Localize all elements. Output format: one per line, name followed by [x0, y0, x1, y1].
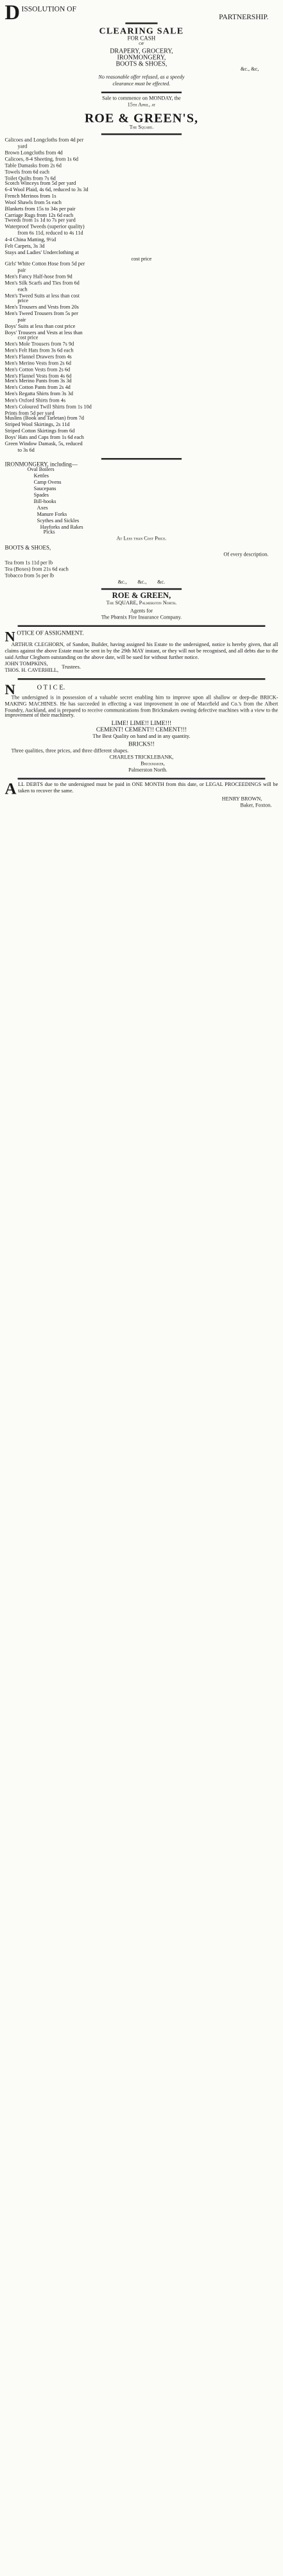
footer-agents: Agents for [130, 608, 153, 615]
price-line: Men's Fancy Half-hose from 9d [4, 273, 73, 280]
price-line: Men's Flannel Vests from 4s 6d [4, 371, 72, 379]
iron-item: Hayforks and Rakes [40, 523, 83, 530]
price-line: Men's Flannel Drawers from 4s [4, 354, 72, 361]
clearing-notice2: clearance must be effected. [112, 80, 171, 87]
price-line: Tea (Boxes) from 21s 6d each [4, 565, 69, 572]
debts-dropcap: A [4, 780, 17, 798]
iron-item: Scythes and Sickles [37, 516, 80, 524]
quality-line: The Best Quality on hand and in any quantity. [92, 733, 191, 740]
clearing-goods2: IRONMONGERY, [117, 53, 166, 62]
price-line: Men's Coloured Twill Shirts from 1s 10d [4, 403, 92, 410]
divider [101, 457, 182, 459]
notice-body: The undersigned is in possession of a valuable secret enabling him to improve upon all shallow or deep-die BRICK-MAKING MACHINES. He has succeeded in effecting a vast improvement in one of Macefield and Co.'s from the Albert Foundry, Auckland, and is prepared to receive communications from Brickmakers owning defective machines with a view to the improvement of their machinery. [4, 694, 279, 719]
price-line: Brown Longcloths from 4d [4, 149, 63, 157]
price-line: Scotch Winceys from 5d per yard [4, 180, 76, 187]
boots-section [5, 546, 279, 559]
clearing-of: OF [139, 42, 144, 47]
clearing-for-cash: FOR CASH [127, 34, 156, 41]
price-line: Men's Cotton Vests from 2s 6d [4, 366, 71, 373]
price-line: Men's Mole Trousers from 7s 9d [4, 341, 74, 348]
bricks-line: BRICKS!! [128, 740, 155, 747]
notice-dropcap: N [4, 681, 15, 697]
price-line: Boys' Suits at less than cost price [4, 322, 76, 329]
advert-column [0, 0, 283, 809]
price-line: Prints from 5d per yard [4, 409, 55, 416]
price-line: Men's Cotton Pants from 2s 4d [4, 384, 71, 391]
price-line: yard [17, 143, 28, 150]
price-line: Carriage Rugs from 12s 6d each [4, 211, 74, 218]
clearing-goods4: &c., &c, [240, 65, 259, 73]
iron-item: Picks [43, 529, 55, 536]
price-line: Calicoes, 8-4 Sheeting, from 1s 6d [4, 155, 79, 163]
price-line: from 6s 11d, reduced to 4s 11d [17, 230, 83, 237]
price-line: cost price [131, 255, 152, 262]
price-line: Blankets from 15s to 34s per pair [4, 205, 76, 212]
cement-line: CEMENT! CEMENT!! CEMENT!!! [96, 726, 187, 733]
price-line: Men's Merino Vests from 2s 6d [4, 359, 71, 366]
divider [18, 678, 266, 679]
assignment-notice [5, 630, 279, 674]
bricks-description: Three qualities, three prices, and three different shapes. [11, 747, 129, 754]
divider [101, 134, 182, 136]
ironmongery-cost-note: At Less than Cost Price. [116, 536, 167, 543]
price-line: Calicoes and Longcloths from 4d per [4, 137, 84, 144]
debts-notice [5, 782, 279, 809]
debts-place: Baker, Foxton. [240, 801, 272, 808]
footer-address: The SQUARE, Palmerston North. [106, 600, 177, 607]
price-line: pair [17, 267, 26, 274]
iron-item: Oval Boilers [27, 466, 55, 473]
trustees-label: Trustees. [62, 663, 81, 670]
clearing-goods3: BOOTS & SHOES, [116, 59, 167, 68]
footer-company: The Phœnix Fire Insurance Company. [101, 614, 182, 621]
tea-tobacco-list [5, 561, 279, 586]
boots-description: Of every description. [223, 550, 269, 558]
price-line: Muslins (Book and Tarletan) from 7d [4, 415, 84, 422]
divider [101, 91, 182, 93]
divider [101, 589, 182, 591]
price-line: Striped Cotton Skirtings from 6d [4, 427, 75, 434]
iron-item: Spades [33, 491, 49, 499]
price-line: 6-4 Wool Plaid, 4s 6d, reduced to 3s 3d [4, 187, 89, 194]
price-line: Table Damasks from 2s 6d [4, 162, 62, 169]
iron-item: Axes [37, 504, 48, 511]
price-line: Men's Silk Scarfs and Ties from 6d [4, 279, 80, 286]
trustee-name: THOS. H. CAVERHILL, [4, 667, 59, 674]
price-line: Men's Trousers and Vests from 20s [4, 304, 79, 311]
price-line: Men's Oxford Shirts from 4s [4, 397, 66, 404]
sale-commence2: 15th April, at [127, 100, 156, 107]
sale-location: The Square. [129, 123, 154, 130]
etcetera-line: &c., &c., &c. [117, 577, 166, 584]
clearing-title: CLEARING SALE [99, 26, 184, 37]
price-line: Striped Wool Skirtings, 2s 11d [4, 422, 70, 429]
ironmongery-section [5, 462, 279, 543]
price-line: Men's Tweed Trousers from 5s per [4, 310, 78, 317]
drapery-price-list [5, 139, 279, 454]
price-line: Tobacco from 5s per lb [4, 572, 54, 579]
price-line: Boys' Hats and Caps from 1s 6d each [4, 434, 84, 441]
price-line: French Merinos from 1s [4, 192, 56, 200]
price-line: Men's Tweed Suits at less than cost [4, 291, 80, 298]
iron-item: Manure Forks [37, 510, 67, 517]
dissolution-line1: ISSOLUTION OF [21, 4, 76, 13]
price-line: Green Window Damask, 5s, reduced [4, 439, 83, 447]
sale-firm-name: ROE & GREEN'S, [84, 110, 199, 125]
lime-line: LIME! LIME!! LIME!!! [111, 721, 172, 728]
iron-item: Saucepans [33, 485, 56, 492]
price-line: Waterproof Tweeds (superior quality) [4, 223, 85, 230]
footer-firm-name: ROE & GREEN, [112, 593, 171, 602]
dissolution-notice [4, 0, 279, 24]
price-line: Stays and Ladies' Underclothing at [4, 248, 79, 255]
ironmongery-heading: IRONMONGERY, including— [4, 460, 78, 467]
trustee-name: JOHN TOMPKINS, [4, 660, 48, 667]
price-line: Men's Felt Hats from 3s 6d each [4, 347, 74, 354]
divider [18, 626, 266, 627]
price-line: Toilet Quilts from 7s 6d [4, 174, 56, 181]
price-line: cost price [17, 335, 39, 342]
price-line: 4-4 China Matting, 9½d [4, 236, 56, 243]
assignment-body: ARTHUR CLEGHORN, of Sandon, Builder, having assigned his Estate to the undersigned, notice is hereby given, that all claims against the above Estate must be sent in by the 29th MAY instant, or they will not be recognised, and all debts due to the said Arthur Cleghorn outstanding on the above date, will be sued for without further notice. [4, 641, 279, 661]
price-line: Men's Merino Pants from 3s 3d [4, 378, 72, 385]
price-line: Girls' White Cotton Hose from 5d per [4, 260, 85, 268]
clearing-goods1: DRAPERY, GROCERY, [110, 47, 173, 55]
brickmaker-place: Palmerston North. [128, 766, 167, 773]
iron-item: Kettles [33, 473, 49, 480]
brickmaker-trade: Brickmaker, [141, 760, 165, 767]
price-line: Tea from 1s 11d per lb [4, 559, 53, 566]
price-line: pair [17, 316, 26, 323]
sale-commencement [5, 96, 279, 131]
assignment-title: OTICE OF ASSIGNMENT. [17, 630, 84, 637]
assignment-dropcap: N [4, 628, 15, 645]
brickmaker-name: CHARLES TRICKLEBANK, [109, 753, 174, 760]
debts-body: LL DEBTS due to the undersigned must be paid in ONE MONTH from this date, or LEGAL PROCEEDINGS will be taken to recover the same. [18, 780, 279, 794]
price-line: Tweeds from 1s 1d to 7s per yard [4, 218, 76, 225]
brickmaking-notice [5, 683, 279, 774]
iron-item: Camp Ovens [33, 479, 62, 486]
dissolution-dropcap: D [4, 0, 21, 24]
iron-item: Bill-hooks [33, 498, 56, 505]
price-line: to 3s 6d [17, 446, 35, 453]
price-line: each [17, 286, 28, 293]
notice-title: O T I C E. [37, 682, 65, 691]
divider [125, 22, 157, 24]
price-line: Men's Regatta Shirts from 3s 3d [4, 390, 73, 397]
dissolution-line2: PARTNERSHIP. [219, 13, 269, 21]
debts-name: HENRY BROWN, [221, 794, 262, 801]
clearing-notice1: No reasonable offer refused, as a speedy [98, 74, 185, 81]
firm-footer [5, 594, 279, 622]
clearing-sale [5, 26, 279, 88]
price-line: Felt Carpets, 3s 3d [4, 242, 45, 249]
price-line: Boys' Trousers and Vests at less than [4, 328, 83, 336]
price-line: price [17, 298, 29, 305]
divider [18, 777, 266, 779]
sale-commence1: Sale to commence on MONDAY, the [102, 94, 181, 101]
price-line: Towels from 6d each [4, 168, 49, 175]
price-line: Wool Shawls from 5s each [4, 199, 62, 206]
boots-heading: BOOTS & SHOES, [4, 544, 51, 551]
